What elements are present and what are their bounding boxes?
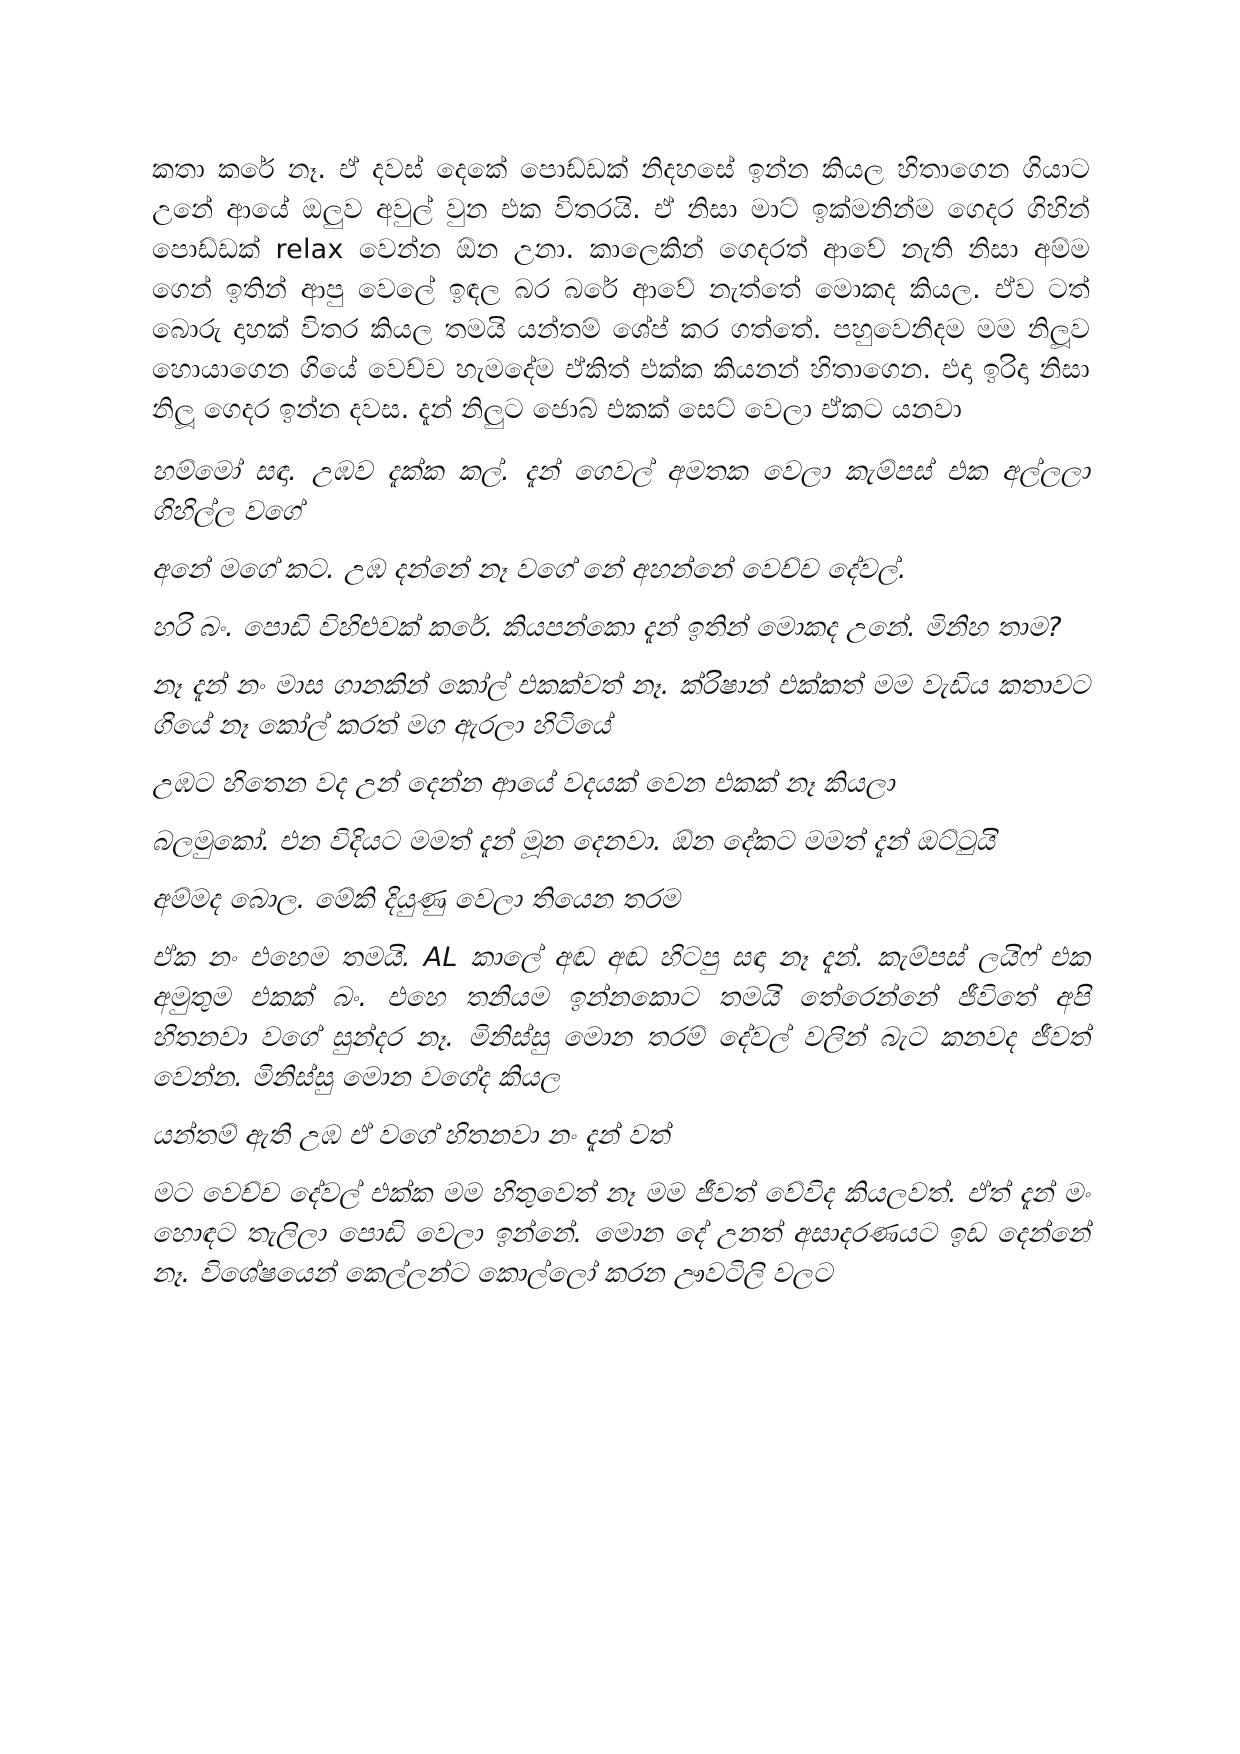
narrative-paragraph: කතා කරේ නෑ. ඒ දවස් දෙකේ පොඩ්ඩක් නිදහසේ ඉන්න කියල හිතාගෙන ගියාට උනේ ආයේ ඔලුව අවුල් වුන එක විතරයි. ඒ නිසා මාට් ඉක්මනින්ම ගෙදර ගිහින් පොඩ්ඩක් relax වෙන්න ඕන උනා. කාලෙකින් ගෙදරත් ආවේ නැති නිසා අම්ම ගෙන් ඉතින් ආපු වෙලේ ඉඳල බර බරේ ආවේ නැත්තේ මොකද කියල. ඒව ටත් බොරු දාහක් විතර කියල තමයි යන්තම් ශේප් කර ගත්තේ. පහුවෙනිදම මම නිලූව හොයාගෙන ගියේ වෙච්ච හැමදේම ඒකිත් එක්ක කියනන් හිතාගෙන. එදා ඉරිදා නිසා නිලූ ගෙදර ඉන්න දවස. දැන් නිලුට ජොබ් එකක් සෙට් වෙලා ඒකට යනවා xyxy=(152,154,1090,425)
dialogue-line: නෑ දැන් නං මාස ගානකින් කෝල් එකක්වත් නෑ. ක්රිෂාන් එක්කත් මම වැඩිය කතාවට ගියේ නෑ කෝල් කරත් මග ඇරලා හිටියේ xyxy=(152,670,1090,741)
dialogue-line: හම්මෝ සඳා. උඹව දැක්ක කල්. දැන් ගෙවල් අමතක වෙලා කැම්පස් එක අල්ලලා ගිහිල්ල වගේ xyxy=(152,456,1090,527)
dialogue-line: අනේ මගේ කට. උඹ දන්නේ නෑ වගේ නේ අහන්නේ වෙච්ච දේවල්. xyxy=(152,554,907,585)
dialogue-line: අම්මද බොල. මේකි දියුණු වෙලා තියෙන තරම xyxy=(152,884,680,915)
document-page xyxy=(152,150,1090,1312)
dialogue-line: හරි බං. පොඩි විහිළුවක් කරේ. කියපන්කො දැන් ඉතින් මොකද උනේ. මිනිහ තාම? xyxy=(152,612,1062,643)
dialogue-line: බලමුකෝ. එන විදියට මමත් දැන් මූන දෙනවා. ඕන දේකට මමත් දැන් ඔට්ටුයි xyxy=(152,826,996,857)
dialogue-line: උඹට හිතෙන වද උන් දෙන්න ආයේ වදයක් වෙන එකක් නෑ කියලා xyxy=(152,768,895,799)
dialogue-line: මට වෙච්ච දේවල් එක්ක මම හිතුවෙත් නෑ මම ජීවත් වේවිද කියලවත්. ඒත් දැන් මං හොඳට තැලිලා පොඩි වෙලා ඉන්නේ. මොන දේ උනත් අසාදරණයට ඉඩ දෙන්නේ නෑ. විශේෂයෙන් කෙල්ලන්ට කොල්ලෝ කරන ඌවටිලි වලට xyxy=(152,1178,1090,1289)
dialogue-line: යන්තම් ඇති උඹ ඒ වගේ හිතනවා නං දැන් වත් xyxy=(152,1120,670,1151)
dialogue-line: ඒක නං එහෙම තමයි. AL කාලේ අඬ අඬ හිටපු සඳා නෑ දැන්. කැම්පස් ලයිෆ් එක අමුතුම එකක් බං. එහෙ තනියම ඉන්නකොට තමයි තේරෙන්නේ ජීවිතේ අපි හිතනවා වගේ සුන්දර නෑ. මිනිස්සු මොන තරම් දේවල් වලින් බැට කනවද ජීවත් වෙන්න. මිනිස්සු මොන වගේද කියල xyxy=(152,942,1090,1093)
